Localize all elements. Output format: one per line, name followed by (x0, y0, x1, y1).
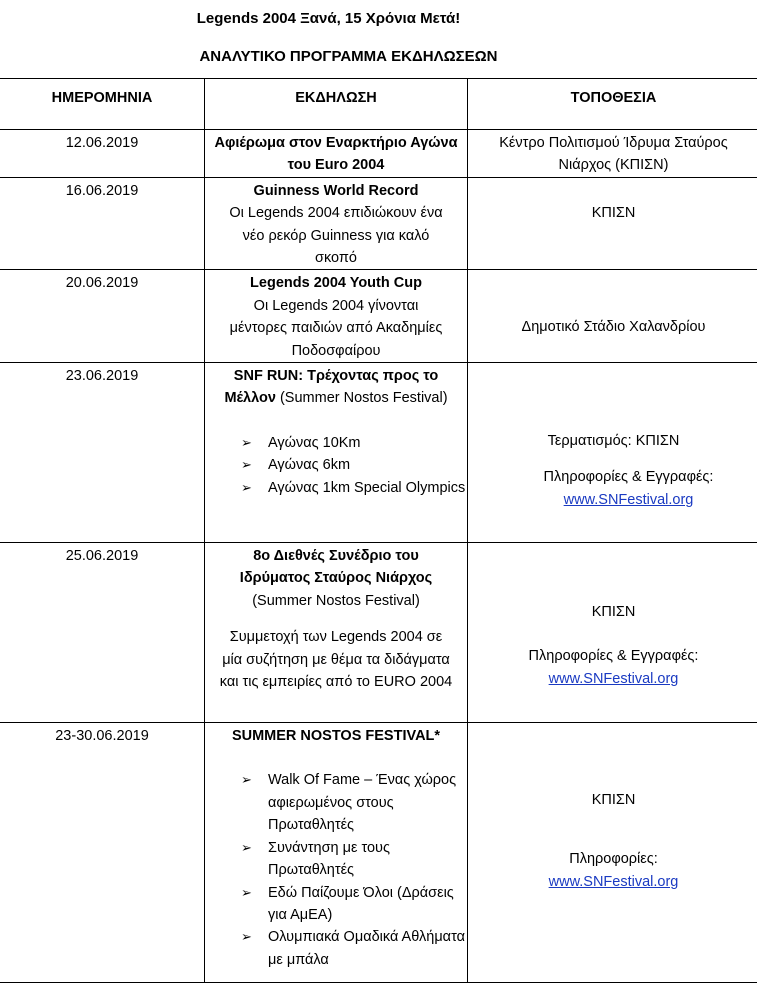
list-item: ➢ Αγώνας 1km Special Olympics (241, 477, 467, 499)
list-item: ➢ Ολυμπιακά Ομαδικά Αθλήματα με μπάλα (241, 926, 467, 971)
row-event (205, 177, 468, 270)
row-event (205, 723, 468, 983)
event-description: Οι Legends 2004 επιδιώκουν ένα νέο ρεκόρ Guinness για καλό σκοπό (205, 202, 467, 269)
arrow-bullet-icon: ➢ (241, 769, 252, 791)
event-bullets (205, 432, 467, 499)
event-description: Οι Legends 2004 γίνονται μέντορες παιδιών από Ακαδημίες Ποδοσφαίρου (205, 295, 467, 362)
row-location (468, 177, 757, 270)
row-location (468, 723, 757, 983)
document-subtitle: ΑΝΑΛΥΤΙΚΟ ΠΡΟΓΡΑΜΜΑ ΕΚΔΗΛΩΣΕΩΝ (0, 48, 727, 65)
table-row (0, 543, 757, 723)
info-label: Πληροφορίες & Εγγραφές: (468, 466, 757, 488)
list-item: ➢ Αγώνας 6km (241, 454, 467, 476)
row-location (468, 363, 757, 543)
list-item: ➢ Εδώ Παίζουμε Όλοι (Δράσεις για ΑμΕΑ) (241, 882, 467, 927)
arrow-bullet-icon: ➢ (241, 837, 252, 859)
row-event (205, 543, 468, 723)
header-event: ΕΚΔΗΛΩΣΗ (205, 79, 468, 130)
snf-website-link[interactable]: www.SNFestival.org (564, 492, 694, 508)
event-title-suffix: (Summer Nostos Festival) (276, 390, 448, 406)
snf-website-link[interactable]: www.SNFestival.org (549, 874, 679, 890)
location-text: Δημοτικό Στάδιο Χαλανδρίου (468, 316, 757, 338)
row-location (468, 130, 757, 178)
table-row (0, 363, 757, 543)
row-location (468, 543, 757, 723)
table-row (0, 270, 757, 363)
location-text: Τερματισμός: ΚΠΙΣΝ (468, 430, 757, 452)
event-title: 8ο Διεθνές Συνέδριο του Ιδρύματος Σταύρος Νιάρχος (205, 545, 467, 590)
event-title: SUMMER NOSTOS FESTIVAL* (205, 725, 467, 747)
snf-website-link[interactable]: www.SNFestival.org (549, 671, 679, 687)
event-title: Legends 2004 Youth Cup (205, 272, 467, 294)
header-location: ΤΟΠΟΘΕΣΙΑ (468, 79, 757, 130)
table-row (0, 723, 757, 983)
arrow-bullet-icon: ➢ (241, 882, 252, 904)
event-title: Guinness World Record (205, 180, 467, 202)
info-label: Πληροφορίες: (468, 848, 757, 870)
location-text: Κέντρο Πολιτισμού Ίδρυμα Σταύρος Νιάρχος (ΚΠΙΣΝ) (468, 132, 757, 177)
row-date: 16.06.2019 (0, 177, 205, 270)
table-row (0, 130, 757, 178)
location-text: ΚΠΙΣΝ (468, 202, 757, 224)
header-row (0, 79, 757, 130)
event-heading (205, 365, 467, 410)
event-title: Αφιέρωμα στον Εναρκτήριο Αγώνα του Euro 2004 (205, 132, 467, 177)
row-date: 25.06.2019 (0, 543, 205, 723)
event-bullets (205, 769, 467, 971)
event-subtitle: (Summer Nostos Festival) (205, 590, 467, 612)
event-description: Συμμετοχή των Legends 2004 σε μία συζήτηση με θέμα τα διδάγματα και τις εμπειρίες από το EURO 2004 (205, 626, 467, 693)
list-item: ➢ Αγώνας 10Km (241, 432, 467, 454)
table-row (0, 177, 757, 270)
arrow-bullet-icon: ➢ (241, 926, 252, 948)
list-item: ➢ Συνάντηση με τους Πρωταθλητές (241, 837, 467, 882)
row-date: 20.06.2019 (0, 270, 205, 363)
location-text: ΚΠΙΣΝ (468, 789, 757, 811)
document-title: Legends 2004 Ξανά, 15 Χρόνια Μετά! (0, 10, 707, 27)
row-date: 12.06.2019 (0, 130, 205, 178)
row-date: 23.06.2019 (0, 363, 205, 543)
location-text: ΚΠΙΣΝ (468, 601, 757, 623)
row-location (468, 270, 757, 363)
arrow-bullet-icon: ➢ (241, 432, 252, 454)
list-item: ➢ Walk Of Fame – Ένας χώρος αφιερωμένος στους Πρωταθλητές (241, 769, 467, 836)
row-event (205, 130, 468, 178)
row-event (205, 363, 468, 543)
row-event (205, 270, 468, 363)
row-date: 23-30.06.2019 (0, 723, 205, 983)
schedule-table (0, 78, 757, 983)
arrow-bullet-icon: ➢ (241, 477, 252, 499)
header-date: ΗΜΕΡΟΜΗΝΙΑ (0, 79, 205, 130)
event-title: SNF RUN: Τρέχοντας προς το Μέλλον (224, 368, 438, 406)
info-label: Πληροφορίες & Εγγραφές: (468, 645, 757, 667)
arrow-bullet-icon: ➢ (241, 454, 252, 476)
